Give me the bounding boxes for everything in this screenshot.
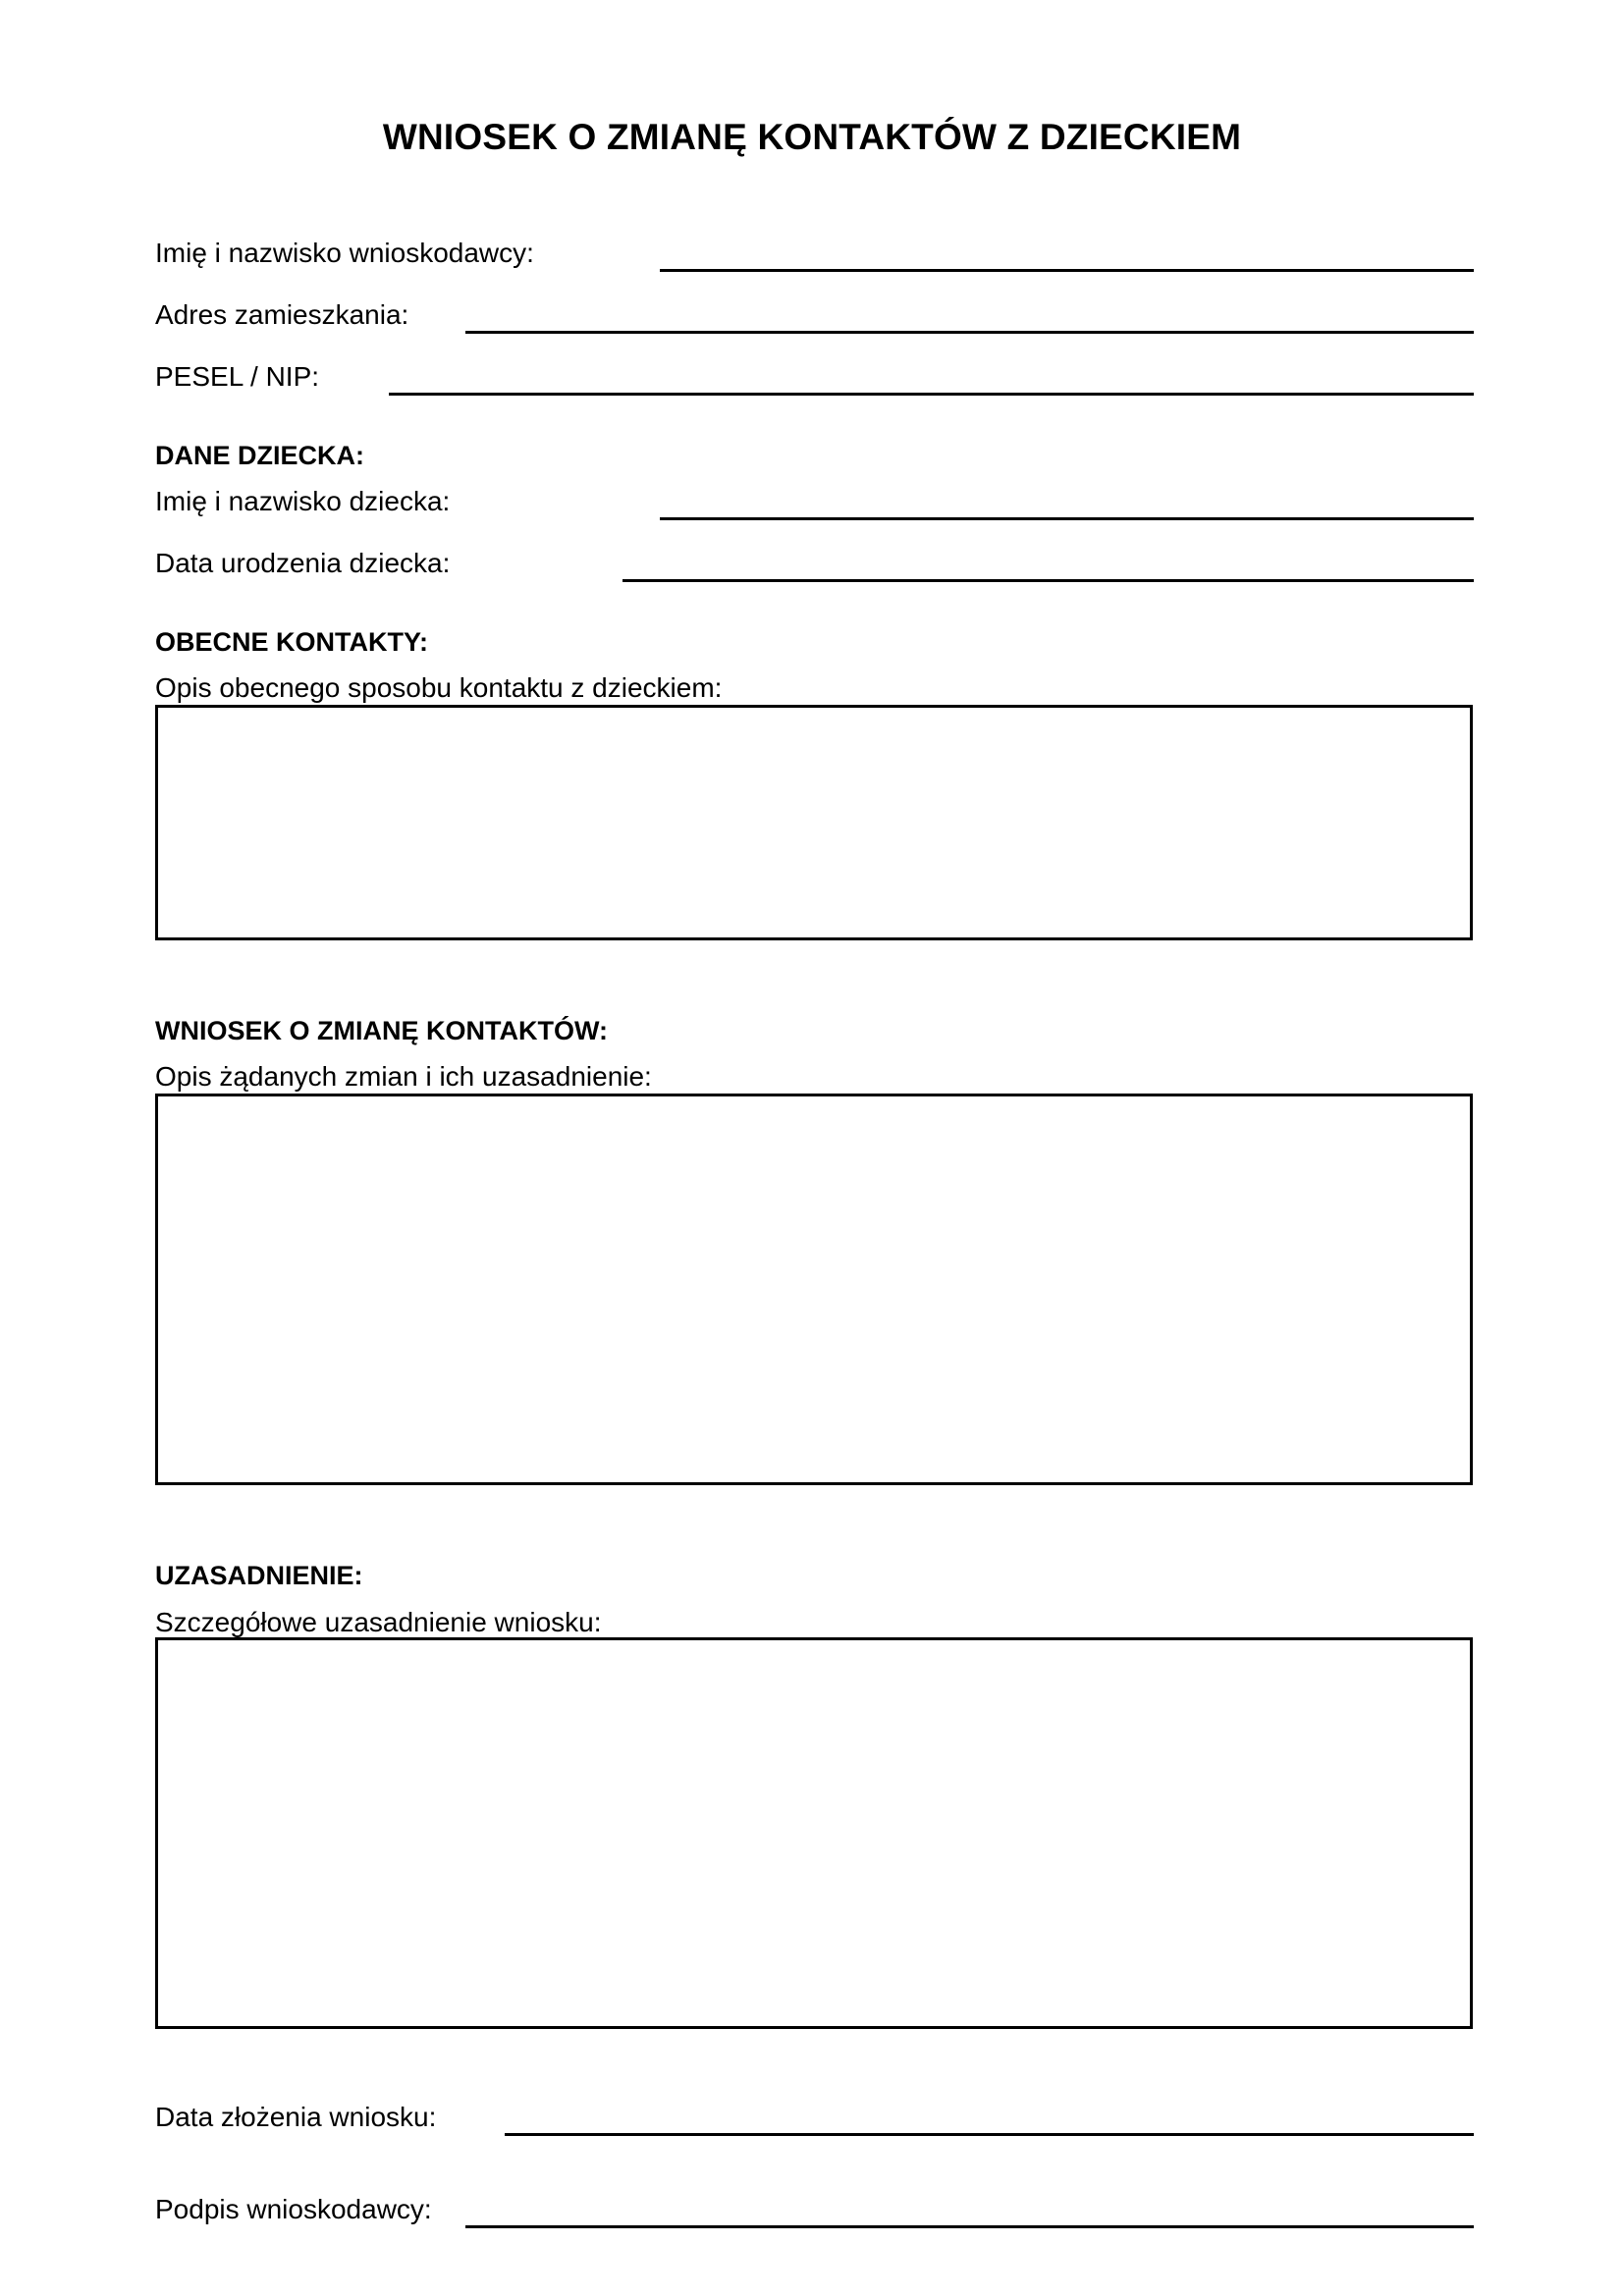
- applicant-name-field[interactable]: [660, 269, 1474, 272]
- current-contacts-label: Opis obecnego sposobu kontaktu z dzieckiem:: [155, 672, 723, 703]
- applicant-name-label: Imię i nazwisko wnioskodawcy:: [155, 238, 534, 268]
- submission-date-field[interactable]: [505, 2133, 1474, 2136]
- justification-label: Szczegółowe uzasadnienie wniosku:: [155, 1607, 602, 1637]
- signature-label: Podpis wnioskodawcy:: [155, 2194, 432, 2224]
- current-contacts-heading: OBECNE KONTAKTY:: [155, 627, 428, 657]
- signature-field[interactable]: [465, 2225, 1474, 2228]
- change-request-heading: WNIOSEK O ZMIANĘ KONTAKTÓW:: [155, 1016, 608, 1045]
- child-birth-date-label: Data urodzenia dziecka:: [155, 548, 451, 578]
- submission-date-label: Data złożenia wniosku:: [155, 2102, 437, 2132]
- form-title: WNIOSEK O ZMIANĘ KONTAKTÓW Z DZIECKIEM: [382, 117, 1242, 157]
- current-contacts-textarea[interactable]: [155, 705, 1473, 940]
- justification-heading: UZASADNIENIE:: [155, 1561, 363, 1590]
- justification-textarea[interactable]: [155, 1637, 1473, 2029]
- applicant-id-label: PESEL / NIP:: [155, 361, 320, 392]
- child-section-heading: DANE DZIECKA:: [155, 441, 364, 470]
- child-name-label: Imię i nazwisko dziecka:: [155, 486, 451, 516]
- applicant-address-field[interactable]: [465, 331, 1474, 334]
- child-name-field[interactable]: [660, 517, 1474, 520]
- child-birth-date-field[interactable]: [623, 579, 1474, 582]
- change-request-label: Opis żądanych zmian i ich uzasadnienie:: [155, 1061, 652, 1092]
- applicant-id-field[interactable]: [389, 393, 1474, 396]
- change-request-textarea[interactable]: [155, 1094, 1473, 1485]
- applicant-address-label: Adres zamieszkania:: [155, 299, 409, 330]
